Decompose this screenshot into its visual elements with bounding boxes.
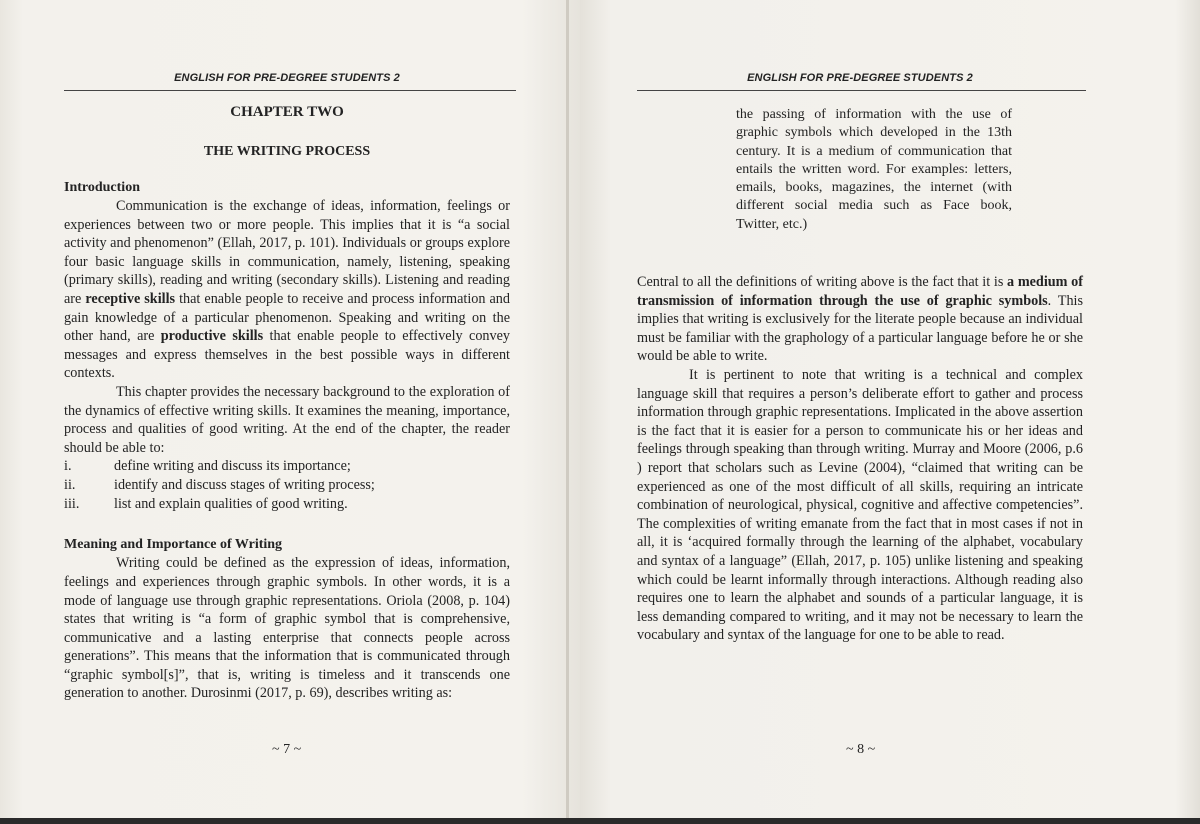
block-quote [736,106,1012,234]
list-text: define writing and discuss its importance; [114,458,351,475]
introduction-heading: Introduction [64,180,140,195]
list-text: identify and discuss stages of writing process; [114,477,375,494]
definition-bold: a medium of transmission of information through the use of graphic symbols [637,274,1083,309]
objectives-list [64,457,510,514]
list-item [64,476,510,495]
running-header: ENGLISH FOR PRE-DEGREE STUDENTS 2 [174,72,400,84]
running-header: ENGLISH FOR PRE-DEGREE STUDENTS 2 [747,72,973,84]
right-body [637,273,1083,645]
meaning-heading: Meaning and Importance of Writing [64,537,283,553]
left-body [64,179,510,703]
definition-text-a: Central to all the definitions of writing above is the fact that it is [637,274,1008,290]
intro-text-c: that enable people to effectively convey messages and express themselves in the best possible ways in different contexts. [64,328,510,382]
intro-paragraph-2: This chapter provides the necessary background to the exploration of the dynamics of effective writing skills. It examines the meaning, importance, process and qualities of good writing. At the end of the chapter, the reader should be able to: [64,383,510,456]
list-number: iii. [64,496,80,513]
list-number: ii. [64,477,76,494]
intro-bold-productive: productive skills [160,328,264,345]
section-title: THE WRITING PROCESS [203,144,371,159]
book-gutter [566,0,569,824]
definition-text-b: . This implies that writing is exclusively for the literate people because an individual must be familiar with the graphology of a particular language before he or she would be able to write. [637,292,1083,365]
list-item [64,495,510,514]
intro-text-b: that enable people to receive and process information and gain knowledge of a particular phenomenon. Speaking and writing on the other hand, are [64,290,510,345]
intro-paragraph-1 [64,197,510,383]
header-rule [637,90,1086,91]
list-text: list and explain qualities of good writing. [114,496,348,513]
page-number-left: ~ 7 ~ [272,742,302,757]
quote-text: the passing of information with the use of graphic symbols which developed in the 13th century. It is a medium of communication that entails the written word. For examples: letters, emails, books, magazines, the internet (with different social media such as Face book, Twitter, etc.) [736,107,1012,232]
page-number-right: ~ 8 ~ [846,742,876,757]
header-rule [64,90,516,91]
list-number: i. [64,458,72,475]
intro-bold-receptive: receptive skills [85,290,176,307]
intro-text-a: Communication is the exchange of ideas, information, feelings or experiences between two or more people. This implies that it is “a social activity and phenomenon” (Ellah, 2017, p. 101). Individuals or groups explore four basic language skills in communication, namely, listening, speaking (primary skills), reading and writing (secondary skills). Listening and reading are [64,198,510,307]
chapter-title: CHAPTER TWO [230,104,344,120]
list-item [64,457,510,476]
meaning-paragraph: Writing could be defined as the expression of ideas, information, feelings and experiences through graphic symbols. In other words, it is a mode of language use through graphic representations. Oriola (2008, p. 104) states that writing is “a form of graphic symbol that is comprehensive, communicative and a lasting enterprise that connects people across generations”. This means that the information that is communicated through “graphic symbol[s]”, that is, writing is timeless and it transcends one generation to another. Durosinmi (2017, p. 69), describes writing as: [64,555,510,702]
scan-edge [0,818,1200,824]
definition-paragraph [637,273,1083,366]
complexity-paragraph: It is pertinent to note that writing is a technical and complex language skill that requires a person’s deliberate effort to gather and process information through graphic representations. Implicated in the above assertion is the fact that it is easier for a person to communicate his or her ideas and feelings through speaking than through writing. Murray and Moore (2006, p.6 ) report that scholars such as Levine (2004), “claimed that writing can be experienced as one of the most difficult of all skills, requiring an intricate combination of neurological, physical, cognitive and affective competencies”. The complexities of writing emanate from the fact that in most cases if not in all, it is ‘acquired formally through the learning of the alphabet, vocabulary and syntax of a language” (Ellah, 2017, p. 105) unlike listening and speaking which could be learnt informally through interactions. Although reading also requires one to learn the alphabet and sounds of a particular language, it is less demanding compared to writing, and it may not be necessary to learn the vocabulary and syntax of the language for one to be able to read. [637,366,1083,644]
